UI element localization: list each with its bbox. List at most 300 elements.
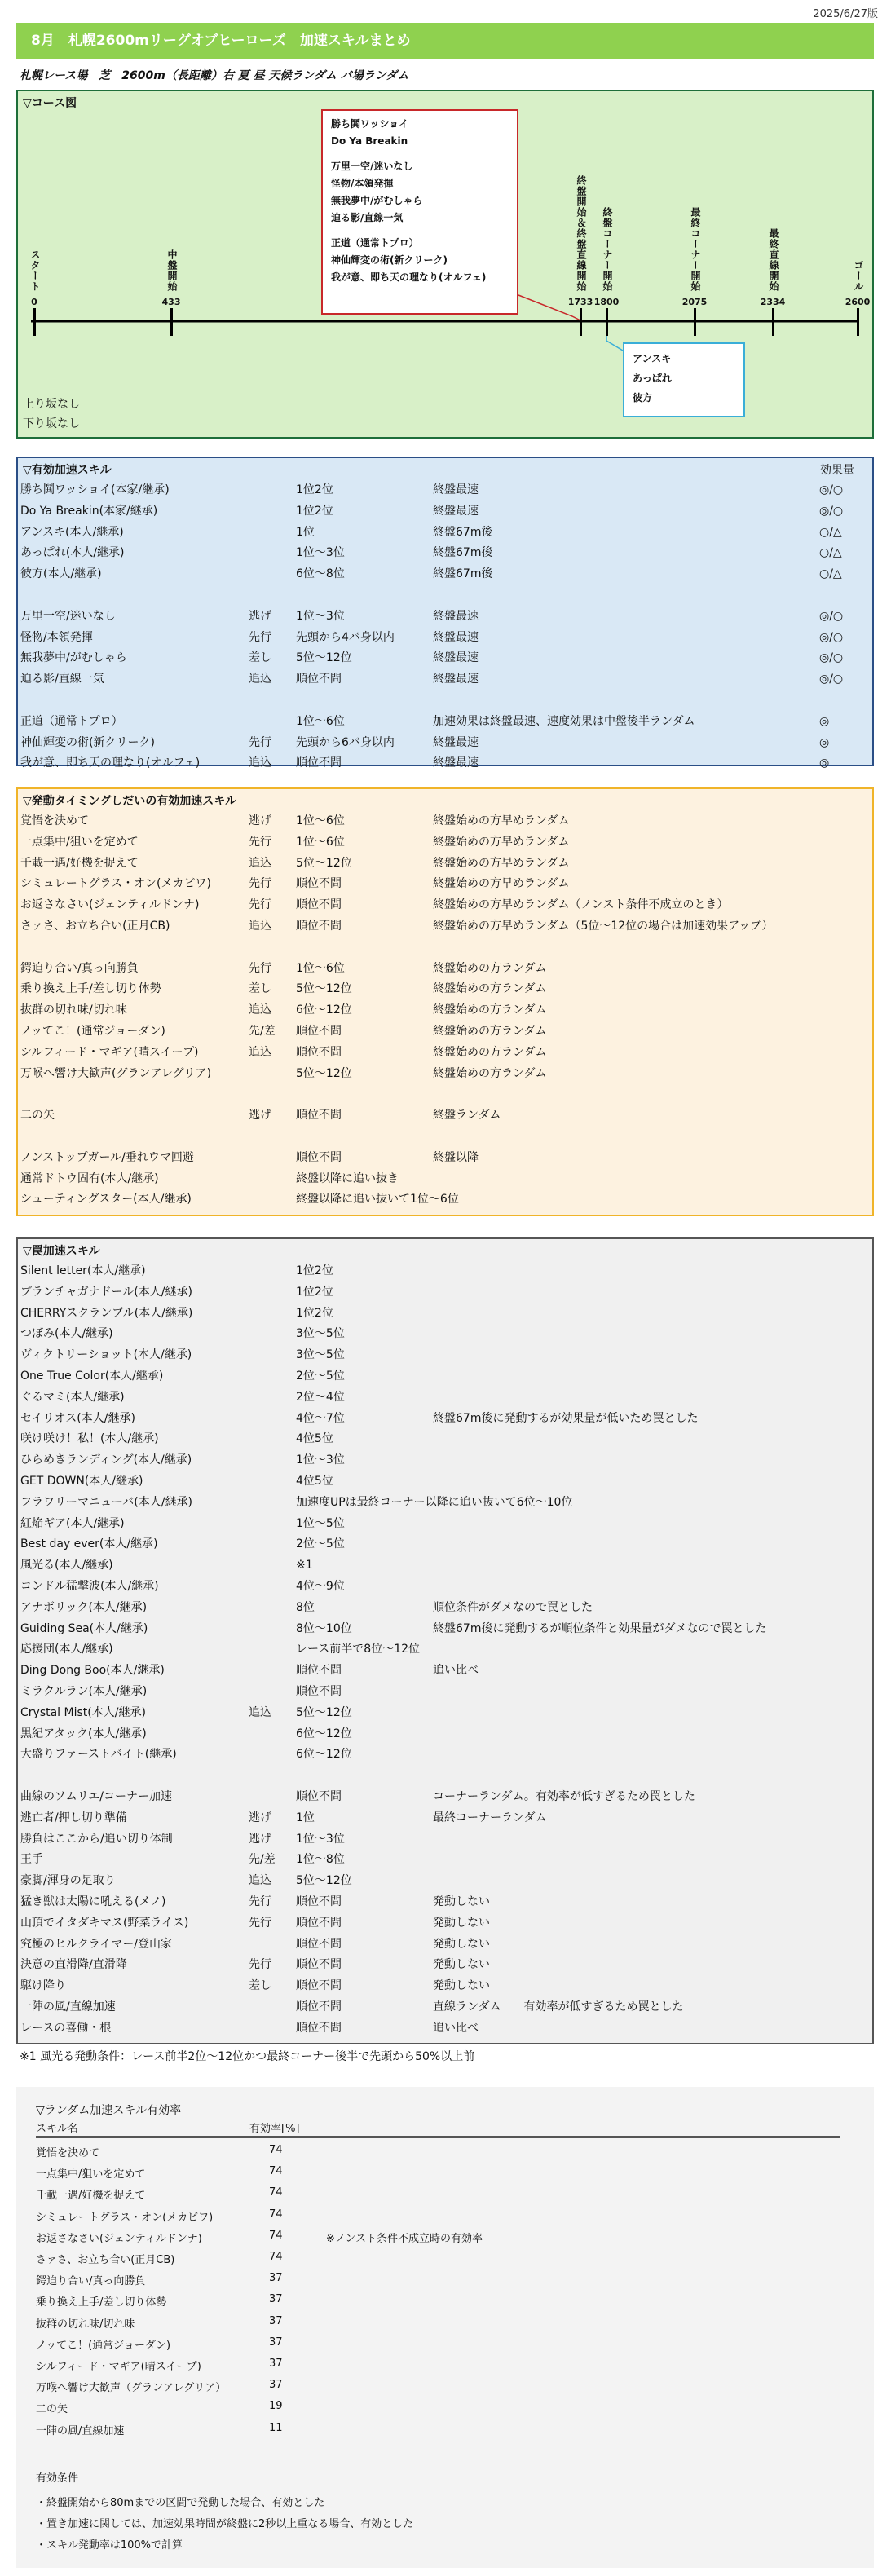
skill-row <box>20 853 868 874</box>
activation-timing: 発動しない <box>433 1916 490 1930</box>
position-condition: 順位不問 <box>296 2021 342 2035</box>
skill-row <box>20 1807 868 1828</box>
skill-row <box>20 958 868 979</box>
course-point-tick <box>580 308 582 336</box>
callout-skill <box>331 227 509 235</box>
position-condition: 順位不問 <box>296 898 342 912</box>
skill-row <box>20 1849 868 1870</box>
skill-row <box>20 1744 868 1765</box>
skill-name: つぼみ(本人/継承) <box>20 1327 113 1341</box>
position-condition: 順位不問 <box>296 1664 342 1678</box>
run-style: 追込 <box>249 1003 271 1017</box>
skill-name: CHERRYスクランブル(本人/継承) <box>20 1306 193 1320</box>
run-style: 先行 <box>249 1895 271 1908</box>
skill-name: 勝負はここから/追い切り体制 <box>20 1832 173 1846</box>
rate-value: 37 <box>269 2379 283 2392</box>
position-condition: 終盤以降に追い抜いて1位～6位 <box>296 1193 459 1206</box>
activation-timing: 加速効果は終盤最速、速度効果は中盤後半ランダム <box>433 714 695 728</box>
position-condition: 1位～3位 <box>296 1832 345 1846</box>
skill-name: 山頂でイタダキマス(野菜ライス) <box>20 1916 189 1930</box>
skill-row <box>20 915 868 937</box>
activation-timing: 追い比べ <box>433 1664 479 1678</box>
skill-row <box>20 1449 868 1471</box>
callout-skill <box>331 150 509 158</box>
rate-value: 74 <box>269 2251 283 2263</box>
run-style: 逃げ <box>249 609 271 623</box>
run-style: 逃げ <box>249 1811 271 1824</box>
skill-row <box>20 1281 868 1303</box>
cond-line: ・スキル発動率は100%で計算 <box>36 2539 183 2552</box>
activation-timing: 終盤67m後に発動するが効果量が低いため罠とした <box>433 1411 699 1425</box>
position-condition: 順位不問 <box>296 1958 342 1972</box>
skill-row <box>20 1681 868 1702</box>
activation-timing: 最終コーナーランダム <box>433 1811 547 1824</box>
trap-title: ▽罠加速スキル <box>23 1245 100 1258</box>
activation-timing: 終盤ランダム <box>433 1109 501 1123</box>
position-condition: 8位 <box>296 1600 315 1614</box>
skill-name: 王手 <box>20 1853 43 1867</box>
position-condition: 先頭から4バ身以内 <box>296 630 395 644</box>
run-style: 差し <box>249 982 271 996</box>
skill-name: Guiding Sea(本人/継承) <box>20 1621 148 1635</box>
rate-value: 74 <box>269 2144 283 2156</box>
skill-name: 万里一空/迷いなし <box>20 609 116 623</box>
course-point-tick <box>170 308 173 336</box>
position-condition: 1位2位 <box>296 504 333 518</box>
skill-row <box>20 752 868 774</box>
skill-name: 神仙輝変の術(新クリーク) <box>20 735 155 749</box>
skill-row <box>20 668 868 690</box>
activation-timing: 発動しない <box>433 1958 490 1972</box>
course-title: ▽コース図 <box>23 97 77 110</box>
activation-timing: 終盤始めの方早めランダム <box>433 856 570 870</box>
position-condition: 5位～12位 <box>296 856 352 870</box>
course-point-tick <box>694 308 696 336</box>
skill-row <box>20 1660 868 1681</box>
skill-row <box>20 1618 868 1639</box>
course-point-tick <box>606 308 608 336</box>
run-style: 先行 <box>249 1958 271 1972</box>
activation-timing: 終盤最速 <box>433 651 479 665</box>
effect-amount: ◎ <box>819 714 830 728</box>
skill-name: 千載一遇/好機を捉えて <box>20 856 139 870</box>
activation-timing: 終盤最速 <box>433 609 479 623</box>
run-style: 追込 <box>249 756 271 770</box>
skill-row <box>20 563 868 584</box>
late-skill-callout <box>623 342 745 417</box>
position-condition: 5位～12位 <box>296 651 352 665</box>
slope-legend <box>23 395 80 434</box>
run-style: 追込 <box>249 920 271 933</box>
rate-value: 37 <box>269 2293 283 2306</box>
run-style: 逃げ <box>249 1832 271 1846</box>
skill-name: 黒紀アタック(本人/継承) <box>20 1727 147 1740</box>
activation-timing: 終盤67m後 <box>433 567 493 581</box>
rate-skill-name: 一陣の風/直線加速 <box>36 2424 125 2437</box>
effective-title: ▽有効加速スキル <box>23 464 112 477</box>
position-condition: 1位2位 <box>296 1306 333 1320</box>
course-point-label: 終盤コーナー開始 <box>602 207 613 292</box>
skill-name: 究極のヒルクライマー/登山家 <box>20 1937 173 1951</box>
position-condition: 順位不問 <box>296 673 342 686</box>
callout-skill: 神仙輝変の術(新クリーク) <box>331 254 448 266</box>
skill-name: シミュレートグラス・オン(メカビワ) <box>20 877 211 891</box>
skill-row <box>20 1042 868 1063</box>
skill-row <box>20 1912 868 1934</box>
skill-row <box>20 1344 868 1365</box>
position-condition: 順位不問 <box>296 1685 342 1698</box>
effect-amount: ◎/○ <box>819 483 844 496</box>
position-condition: 加速度UPは最終コーナー以降に追い抜いて6位～10位 <box>296 1495 573 1509</box>
skill-name: 我が意、即ち天の理なり(オルフェ) <box>20 756 201 770</box>
skill-row <box>20 1891 868 1912</box>
rate-skill-name: 鍔迫り合い/真っ向勝負 <box>36 2275 146 2288</box>
skill-name: ノッてこ！(通常ジョーダン) <box>20 1025 165 1038</box>
position-condition: 順位不問 <box>296 1895 342 1908</box>
course-point-distance: 0 <box>31 297 37 307</box>
run-style: 先/差 <box>249 1025 276 1038</box>
cond-line: ・終盤開始から80mまでの区間で発動した場合、有効とした <box>36 2497 325 2509</box>
skill-row <box>20 647 868 668</box>
skill-row <box>20 831 868 853</box>
position-condition: 1位2位 <box>296 483 333 496</box>
skill-row <box>20 1408 868 1429</box>
skill-row <box>20 1555 868 1576</box>
skill-row <box>20 1870 868 1891</box>
skill-row <box>20 1954 868 1975</box>
skill-name: 駆け降り <box>20 1979 66 1993</box>
activation-timing: 終盤最速 <box>433 673 479 686</box>
activation-timing: 終盤始めの方早めランダム <box>433 814 570 827</box>
position-condition: 6位～8位 <box>296 567 345 581</box>
course-point-label: 中盤開始 <box>166 249 178 292</box>
legend-uphill: 上り坂なし <box>23 398 80 411</box>
skill-row <box>20 1996 868 2018</box>
position-condition: 2位～5位 <box>296 1537 345 1551</box>
skill-row <box>20 1533 868 1555</box>
skill-name: コンドル猛撃波(本人/継承) <box>20 1580 159 1593</box>
run-style: 先行 <box>249 735 271 749</box>
callout-skill: あっぱれ <box>633 373 672 384</box>
skill-name: 一陣の風/直線加速 <box>20 2000 116 2014</box>
activation-timing: 終盤以降 <box>433 1150 479 1164</box>
course-point-tick <box>772 308 774 336</box>
callout-skill: 正道（通常トプロ） <box>331 237 419 249</box>
skill-name: 逃亡者/押し切り準備 <box>20 1811 127 1824</box>
skill-name: あっぱれ(本人/継承) <box>20 546 125 560</box>
position-condition: 1位 <box>296 1811 315 1824</box>
rate-skill-name: 覚悟を決めて <box>36 2147 100 2159</box>
run-style: 先行 <box>249 630 271 644</box>
course-point-label: スタート <box>29 249 41 292</box>
effect-amount: ○/△ <box>819 546 842 560</box>
final-stretch-skill-callout <box>321 109 518 315</box>
position-condition: 5位～12位 <box>296 982 352 996</box>
skill-name: 咲け咲け！私！(本人/継承) <box>20 1432 159 1446</box>
run-style: 逃げ <box>249 1109 271 1123</box>
course-point-distance: 2600 <box>845 297 871 307</box>
activation-timing: 終盤始めの方ランダム <box>433 1003 547 1017</box>
course-point-distance: 1733 <box>567 297 593 307</box>
random-skill-rate-table <box>16 2087 874 2568</box>
run-style: 追込 <box>249 673 271 686</box>
rate-skill-name: ノッてこ！(通常ジョーダン) <box>36 2339 171 2352</box>
skill-name: Best day ever(本人/継承) <box>20 1537 158 1551</box>
rate-value: 37 <box>269 2358 283 2370</box>
activation-timing: 終盤67m後に発動するが順位条件と効果量がダメなので罠とした <box>433 1621 767 1635</box>
skill-row <box>20 1828 868 1850</box>
cond-title: 有効条件 <box>36 2472 79 2485</box>
position-condition: 順位不問 <box>296 1979 342 1993</box>
skill-row <box>20 1189 868 1210</box>
effect-amount: ◎ <box>819 735 830 749</box>
run-style: 逃げ <box>249 814 271 827</box>
run-style: 先行 <box>249 961 271 975</box>
skill-name: セイリオス(本人/継承) <box>20 1411 135 1425</box>
skill-row <box>20 1260 868 1281</box>
venue-info: 札幌レース場 芝 2600m（長距離）右 夏 昼 天候ランダム バ場ランダム <box>20 69 409 82</box>
rate-skill-name: 乗り換え上手/差し切り体勢 <box>36 2296 167 2309</box>
position-condition: 1位～6位 <box>296 961 345 975</box>
skill-name: 抜群の切れ味/切れ味 <box>20 1003 127 1017</box>
skill-name: Do Ya Breakin(本家/継承) <box>20 504 158 518</box>
skill-name: 覚悟を決めて <box>20 814 89 827</box>
skill-row <box>20 1428 868 1449</box>
skill-name: 無我夢中/がむしゃら <box>20 651 127 665</box>
callout-skill: アンスキ <box>633 353 672 364</box>
skill-name: 通常ドトウ固有(本人/継承) <box>20 1171 159 1185</box>
skill-row <box>20 999 868 1021</box>
run-style: 差し <box>249 1979 271 1993</box>
activation-timing: 終盤始めの方ランダム <box>433 1025 547 1038</box>
skill-row <box>20 1975 868 1996</box>
skill-name: Silent letter(本人/継承) <box>20 1264 146 1277</box>
position-condition: 順位不問 <box>296 2000 342 2014</box>
run-style: 先行 <box>249 1916 271 1930</box>
skill-name: ノンストップガール/垂れウマ回避 <box>20 1150 194 1164</box>
run-style: 差し <box>249 651 271 665</box>
skill-row <box>20 479 868 501</box>
rate-skill-name: シミュレートグラス・オン(メカビワ) <box>36 2211 214 2224</box>
skill-name: お返さなさい(ジェンティルドンナ) <box>20 898 200 912</box>
skill-row <box>20 501 868 522</box>
skill-row <box>20 894 868 915</box>
effect-amount: ○/△ <box>819 525 842 539</box>
position-condition: ※1 <box>296 1559 313 1573</box>
effect-amount: ◎/○ <box>819 504 844 518</box>
rate-skill-name: 抜群の切れ味/切れ味 <box>36 2318 135 2331</box>
skill-name: 豪脚/渾身の足取り <box>20 1874 116 1888</box>
skill-name: 大盛りファーストバイト(継承) <box>20 1748 177 1762</box>
effect-amount: ◎ <box>819 756 830 770</box>
cond-line: ・置き加速に関しては、加速効果時間が終盤に2秒以上重なる場合、有効とした <box>36 2518 414 2530</box>
skill-row <box>20 1365 868 1387</box>
course-point-label: 最終コーナー開始 <box>690 207 701 292</box>
position-condition: 1位～6位 <box>296 835 345 849</box>
skill-row <box>20 1702 868 1723</box>
course-point-distance: 1800 <box>593 297 620 307</box>
position-condition: 3位～5位 <box>296 1348 345 1362</box>
callout-skill: 怪物/本領発揮 <box>331 178 394 189</box>
skill-row <box>20 1303 868 1324</box>
rate-skill-name: シルフィード・マギア(晴スイープ) <box>36 2361 201 2373</box>
course-point-tick <box>857 308 859 336</box>
activation-timing: 終盤始めの方早めランダム <box>433 835 570 849</box>
skill-name: GET DOWN(本人/継承) <box>20 1475 143 1488</box>
skill-name: さァさ、お立ち合い(正月CB) <box>20 920 170 933</box>
skill-name: シルフィード・マギア(晴スイープ) <box>20 1045 199 1059</box>
position-condition: 4位～9位 <box>296 1580 345 1593</box>
skill-row <box>20 1934 868 1955</box>
callout-skill: 無我夢中/がむしゃら <box>331 195 423 206</box>
page-title: 8月 札幌2600mリーグオブヒーローズ 加速スキルまとめ <box>16 23 874 59</box>
position-condition: 4位5位 <box>296 1475 333 1488</box>
skill-row <box>20 1576 868 1597</box>
skill-name: シューティングスター(本人/継承) <box>20 1193 192 1206</box>
rate-skill-name: 万喉へ響け大歓声（グランアレグリア） <box>36 2382 227 2395</box>
course-point-label: 終盤開始＆終盤直線開始 <box>576 175 587 292</box>
run-style: 追込 <box>249 1705 271 1719</box>
position-condition: 1位～3位 <box>296 1453 345 1467</box>
rate-value: 19 <box>269 2400 283 2413</box>
activation-timing: 終盤最速 <box>433 483 479 496</box>
activation-timing: 終盤67m後 <box>433 525 493 539</box>
rate-title: ▽ランダム加速スキル有効率 <box>36 2104 182 2117</box>
rate-header-divider <box>36 2136 840 2138</box>
skill-name: 二の矢 <box>20 1109 55 1123</box>
activation-timing: 終盤始めの方ランダム <box>433 961 547 975</box>
effect-amount: ◎/○ <box>819 630 844 644</box>
activation-timing: 終盤始めの方早めランダム（5位～12位の場合は加速効果アップ） <box>433 920 774 933</box>
effect-amount: ◎/○ <box>819 609 844 623</box>
skill-row <box>20 1513 868 1534</box>
position-condition: 1位2位 <box>296 1285 333 1299</box>
skill-row <box>20 1639 868 1660</box>
skill-row <box>20 627 868 648</box>
skill-name: 曲線のソムリエ/コーナー加速 <box>20 1790 173 1803</box>
activation-timing: 終盤最速 <box>433 756 479 770</box>
footnote: ※1 風光る発動条件：レース前半2位～12位かつ最終コーナー後半で先頭から50%以上前 <box>20 2050 475 2063</box>
activation-timing: 終盤67m後 <box>433 546 493 560</box>
skill-name: One True Color(本人/継承) <box>20 1370 164 1383</box>
position-condition: 3位～5位 <box>296 1327 345 1341</box>
callout-skill: 迫る影/直線一気 <box>331 212 404 223</box>
course-point-distance: 433 <box>161 297 181 307</box>
skill-name: Ding Dong Boo(本人/継承) <box>20 1664 165 1678</box>
course-point-tick <box>33 308 36 336</box>
position-condition: 6位～12位 <box>296 1003 352 1017</box>
position-condition: 6位～12位 <box>296 1748 352 1762</box>
skill-name: ミラクルラン(本人/継承) <box>20 1685 148 1698</box>
callout-skill: 我が意、即ち天の理なり(オルフェ) <box>331 271 487 283</box>
skill-row <box>20 1323 868 1344</box>
skill-name: 応援団(本人/継承) <box>20 1643 113 1656</box>
position-condition: 1位～8位 <box>296 1853 345 1867</box>
activation-timing: 終盤始めの方ランダム <box>433 982 547 996</box>
run-style: 追込 <box>249 1045 271 1059</box>
rate-skill-name: お返さなさい(ジェンティルドンナ) <box>36 2232 202 2245</box>
activation-timing: 終盤始めの方ランダム <box>433 1045 547 1059</box>
position-condition: 先頭から6バ身以内 <box>296 735 395 749</box>
rate-conditions <box>36 2468 413 2556</box>
effect-amount: ○/△ <box>819 567 842 581</box>
skill-name: 乗り換え上手/差し切り体勢 <box>20 982 161 996</box>
skill-name: Crystal Mist(本人/継承) <box>20 1705 146 1719</box>
skill-name: ブランチャガナドール(本人/継承) <box>20 1285 192 1299</box>
position-condition: 8位～10位 <box>296 1621 352 1635</box>
skill-name: 猛き獣は太陽に吼える(メノ) <box>20 1895 166 1908</box>
position-condition: 順位不問 <box>296 1109 342 1123</box>
rate-skill-name: 一点集中/狙いを定めて <box>36 2168 146 2181</box>
callout-skill: Do Ya Breakin <box>331 135 408 147</box>
skill-name: 勝ち鬨ワッショイ(本家/継承) <box>20 483 170 496</box>
effect-header: 効果量 <box>820 464 854 477</box>
callout2-pointer <box>606 324 623 351</box>
activation-timing: コーナーランダム。有効率が低すぎるため罠とした <box>433 1790 695 1803</box>
position-condition: 順位不問 <box>296 1790 342 1803</box>
activation-timing: 発動しない <box>433 1895 490 1908</box>
position-condition: 順位不問 <box>296 1937 342 1951</box>
rate-header-name: スキル名 <box>36 2123 78 2135</box>
skill-row <box>20 1492 868 1513</box>
effective-skills-section <box>16 457 874 770</box>
activation-timing: 終盤最速 <box>433 630 479 644</box>
rate-value: 11 <box>269 2421 283 2434</box>
trap-skills-section <box>16 1237 874 2044</box>
skill-row <box>20 1723 868 1745</box>
skill-row <box>20 1387 868 1408</box>
position-condition: 5位～12位 <box>296 1874 352 1888</box>
activation-timing: 発動しない <box>433 1979 490 1993</box>
position-condition: 1位～3位 <box>296 609 345 623</box>
activation-timing: 直線ランダム 有効率が低すぎるため罠とした <box>433 2000 684 2014</box>
skill-name: アナボリック(本人/継承) <box>20 1600 148 1614</box>
callout-skill: 万里一空/迷いなし <box>331 161 413 172</box>
skill-name: 正道（通常トプロ） <box>20 714 123 728</box>
skill-row <box>20 1063 868 1084</box>
course-point-distance: 2334 <box>760 297 786 307</box>
callout-skill: 彼方 <box>633 392 653 404</box>
activation-timing: 終盤始めの方早めランダム <box>433 877 570 891</box>
course-point-label: ゴール <box>853 260 864 292</box>
skill-row <box>20 1021 868 1042</box>
position-condition: 順位不問 <box>296 756 342 770</box>
callout-skill: 勝ち鬨ワッショイ <box>331 118 409 130</box>
version-date: 2025/6/27版 <box>813 8 878 20</box>
position-condition: 5位～12位 <box>296 1705 352 1719</box>
position-condition: 順位不問 <box>296 1916 342 1930</box>
skill-name: ヴィクトリーショット(本人/継承) <box>20 1348 192 1362</box>
skill-name: アンスキ(本人/継承) <box>20 525 124 539</box>
course-point-distance: 2075 <box>681 297 708 307</box>
run-style: 追込 <box>249 856 271 870</box>
skill-name: レースの喜働・根 <box>20 2021 112 2035</box>
skill-name: ひらめきランディング(本人/継承) <box>20 1453 192 1467</box>
skill-name: 鍔迫り合い/真っ向勝負 <box>20 961 139 975</box>
position-condition: 5位～12位 <box>296 1066 352 1080</box>
position-condition: 終盤以降に追い抜き <box>296 1171 399 1185</box>
skill-row <box>20 1147 868 1168</box>
skill-name: 万喉へ響け大歓声(グランアレグリア) <box>20 1066 212 1080</box>
skill-name: 紅焔ギア(本人/継承) <box>20 1516 125 1530</box>
position-condition: 1位～3位 <box>296 546 345 560</box>
rate-value: 74 <box>269 2208 283 2221</box>
rate-value: 37 <box>269 2272 283 2285</box>
skill-name: 彼方(本人/継承) <box>20 567 102 581</box>
skill-row <box>20 1168 868 1189</box>
position-condition: 1位 <box>296 525 315 539</box>
position-condition: 1位～6位 <box>296 714 345 728</box>
